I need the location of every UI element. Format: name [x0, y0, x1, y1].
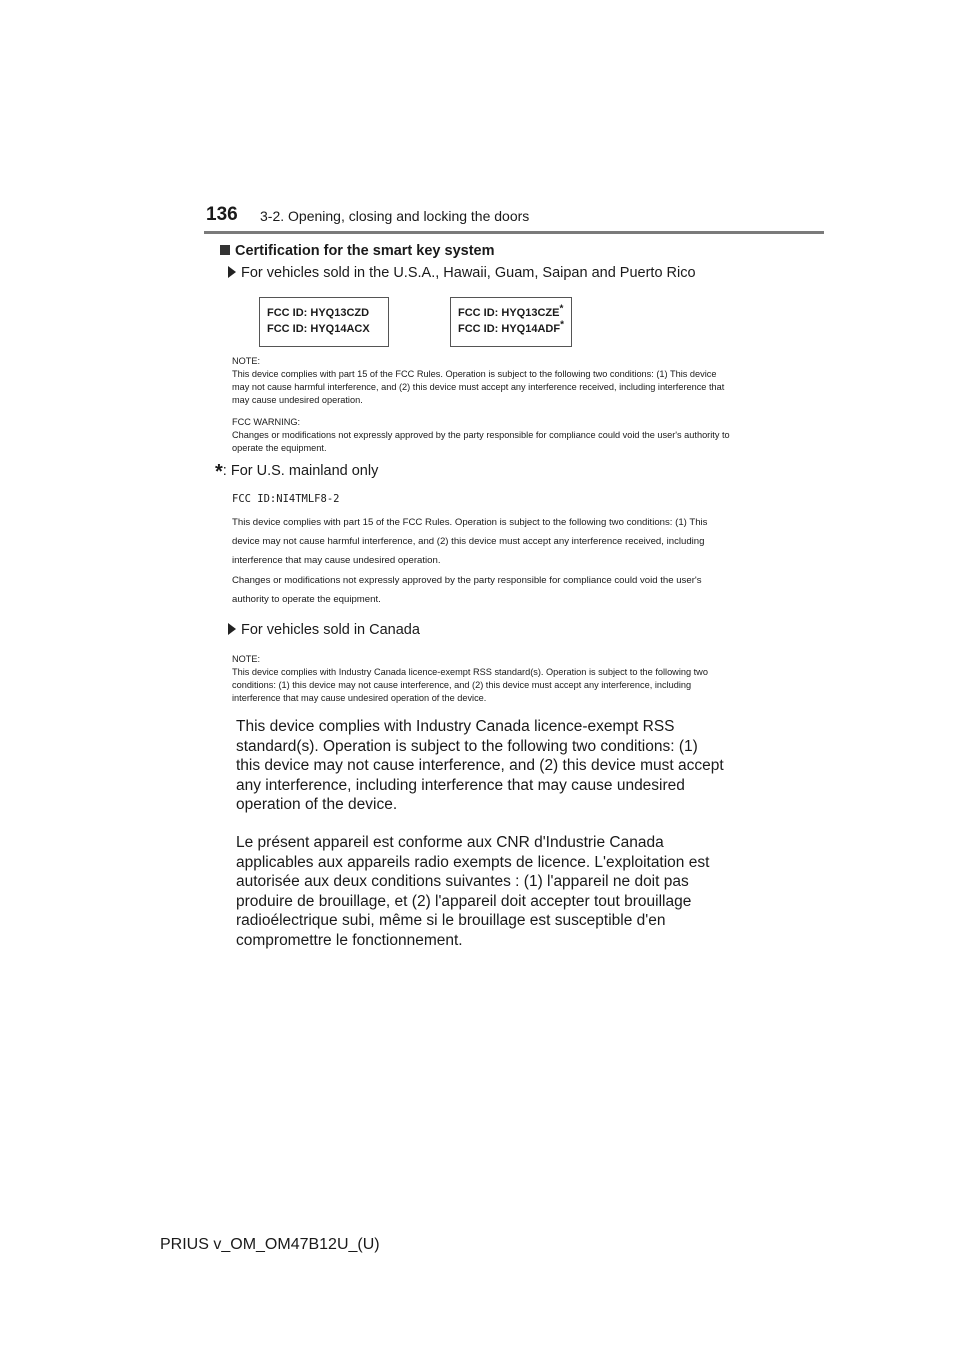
fcc-id-line: FCC ID: HYQ14ACX [267, 323, 370, 335]
fcc-id-line: FCC ID: HYQ13CZD [267, 307, 370, 319]
fcc-warning [232, 416, 732, 455]
canada-note [232, 653, 727, 705]
ic-statement-french: Le présent appareil est conforme aux CNR d'Industrie Canada applicables aux appareils radio exempts de licence. L'exploitation est autorisée aux deux conditions suivantes : (1) l'appareil ne doit pas produire de brouillage, et (2) l'appareil doit accepter tout brouillage radioélectrique subi, même si le brouillage est susceptible d'en compromettre le fonctionnement. [236, 834, 710, 949]
fcc-id-line: FCC ID: HYQ13CZE* [458, 303, 564, 319]
ic-statement-english: This device complies with Industry Canada licence-exempt RSS standard(s). Operation is subject to the following two conditions: (1) this device may not cause interference, and (2) this device must accept any interference, including interference that may cause undesired operation of the device. [236, 718, 724, 814]
note-text: This device complies with Industry Canada licence-exempt RSS standard(s). Operation is subject to the following two conditions: (1) this device may not cause interference, and (2) this device must accept any interference, including interference that may cause undesired operation of the device. [232, 667, 708, 703]
note-label: NOTE: [232, 356, 261, 366]
fcc-id-box [259, 297, 389, 347]
square-bullet-icon [220, 245, 230, 255]
page-number: 136 [206, 204, 238, 225]
canada-bullet [228, 622, 420, 638]
fcc-note [232, 355, 732, 407]
asterisk-mark: * [560, 319, 564, 331]
document-id: PRIUS v_OM_OM47B12U_(U) [160, 1236, 380, 1253]
note-label: NOTE: [232, 654, 261, 664]
fcc-id-line: FCC ID: HYQ14ADF* [458, 319, 564, 335]
footnote-text: : For U.S. mainland only [222, 463, 379, 479]
fcc-id-box-mainland [450, 297, 572, 347]
fcc-id-label: FCC ID:NI4TMLF8-2 [232, 493, 340, 505]
warning-text: Changes or modifications not expressly approved by the party responsible for compliance could void the user's authority to operate the equipment. [232, 430, 730, 453]
triangle-bullet-icon [228, 266, 236, 278]
section-title: 3-2. Opening, closing and locking the doors [260, 208, 530, 224]
triangle-bullet-icon [228, 623, 236, 635]
asterisk-mark: * [215, 461, 223, 483]
canada-bullet-text: For vehicles sold in Canada [241, 622, 420, 638]
fcc-statement-warning: Changes or modifications not expressly approved by the party responsible for compliance could void the user's authority to operate the equipment. [232, 574, 702, 605]
note-text: This device complies with part 15 of the FCC Rules. Operation is subject to the following two conditions: (1) This device may not cause harmful interference, and (2) this device must accept any interference received, including interference that may cause undesired operation. [232, 369, 725, 405]
usa-bullet-text: For vehicles sold in the U.S.A., Hawaii, Guam, Saipan and Puerto Rico [241, 265, 696, 281]
header-divider [204, 231, 824, 234]
fcc-statement-text: This device complies with part 15 of the FCC Rules. Operation is subject to the following two conditions: (1) This device may not cause harmful interference, and (2) this device must accept any interference received, including interference that may cause undesired operation. [232, 517, 708, 567]
usa-bullet [228, 265, 696, 281]
certification-heading [220, 243, 494, 259]
asterisk-mark: * [559, 303, 564, 315]
certification-heading-text: Certification for the smart key system [235, 243, 495, 259]
mainland-footnote [215, 461, 378, 484]
warning-label: FCC WARNING: [232, 417, 301, 427]
fcc-statement [232, 513, 722, 609]
